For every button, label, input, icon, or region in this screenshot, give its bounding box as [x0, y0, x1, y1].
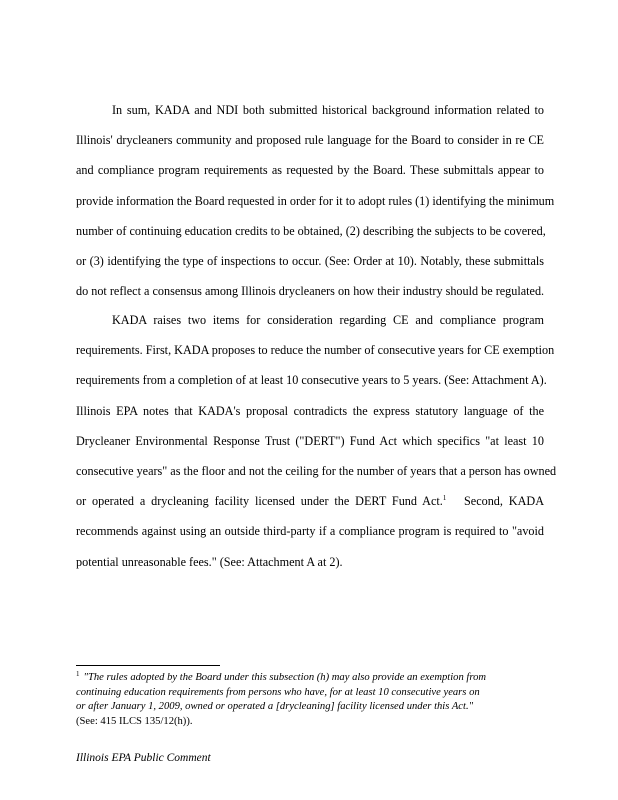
paragraph-2-line-tail: Second, KADA [464, 494, 545, 509]
paragraph-2-line-text: or operated a drycleaning facility licensed under the DERT Fund Act. [76, 494, 443, 509]
footnote-citation: (See: 415 ILCS 135/12(h)). [76, 715, 193, 727]
footnote-line [76, 700, 546, 715]
paragraph-1-line: or (3) identifying the type of inspections to occur. (See: Order at 10). Notably, these submittals [76, 254, 544, 269]
paragraph-2 [76, 305, 557, 577]
paragraph-1-line: In sum, KADA and NDI both submitted historical background information related to [112, 103, 544, 117]
footnote-line [76, 671, 546, 686]
footnote-reference[interactable]: 1 [442, 494, 447, 503]
paragraph-1-line: provide information the Board requested in order for it to adopt rules (1) identifying the minimum [76, 193, 555, 208]
footnote-quote-line: or after January 1, 2009, owned or operated a [drycleaning] facility licensed under this Act." [76, 701, 474, 713]
paragraph-2-line: requirements. First, KADA proposes to reduce the number of consecutive years for CE exemption [76, 343, 555, 358]
paragraph-2-line: Illinois EPA notes that KADA's proposal contradicts the express statutory language of the [76, 403, 544, 418]
paragraph-1-line: and compliance program requirements as requested by the Board. These submittals appear to [76, 163, 544, 178]
paragraph-2-line: Drycleaner Environmental Response Trust ("DERT") Fund Act which specifics "at least 10 [76, 433, 544, 448]
footnote-divider [76, 665, 220, 666]
paragraph-1-line: number of continuing education credits to be obtained, (2) describing the subjects to be covered, [76, 223, 546, 238]
paragraph-2-line: KADA raises two items for consideration regarding CE and compliance program [112, 313, 544, 327]
paragraph-1 [76, 95, 555, 306]
footnote-quote-line: continuing education requirements from persons who have, for at least 10 consecutive years on [76, 686, 480, 698]
paragraph-1-line: Illinois' drycleaners community and proposed rule language for the Board to consider in re CE [76, 133, 544, 148]
page-footer: Illinois EPA Public Comment [76, 752, 211, 764]
footnote-quote-line: "The rules adopted by the Board under this subsection (h) may also provide an exemption from [83, 672, 487, 683]
footnote [76, 671, 546, 729]
paragraph-2-line: requirements from a completion of at least 10 consecutive years to 5 years. (See: Attachment A). [76, 373, 547, 388]
paragraph-1-line: do not reflect a consensus among Illinois drycleaners on how their industry should be regulated. [76, 284, 545, 299]
paragraph-2-line: recommends against using an outside third-party if a compliance program is required to "avoid [76, 524, 544, 539]
paragraph-2-line: potential unreasonable fees." (See: Attachment A at 2). [76, 554, 343, 569]
footnote-line [76, 686, 546, 701]
paragraph-2-line-with-footnote [76, 486, 544, 516]
paragraph-2-line: consecutive years" as the floor and not the ceiling for the number of years that a person has owned [76, 464, 557, 479]
footnote-marker: 1 [76, 670, 80, 678]
